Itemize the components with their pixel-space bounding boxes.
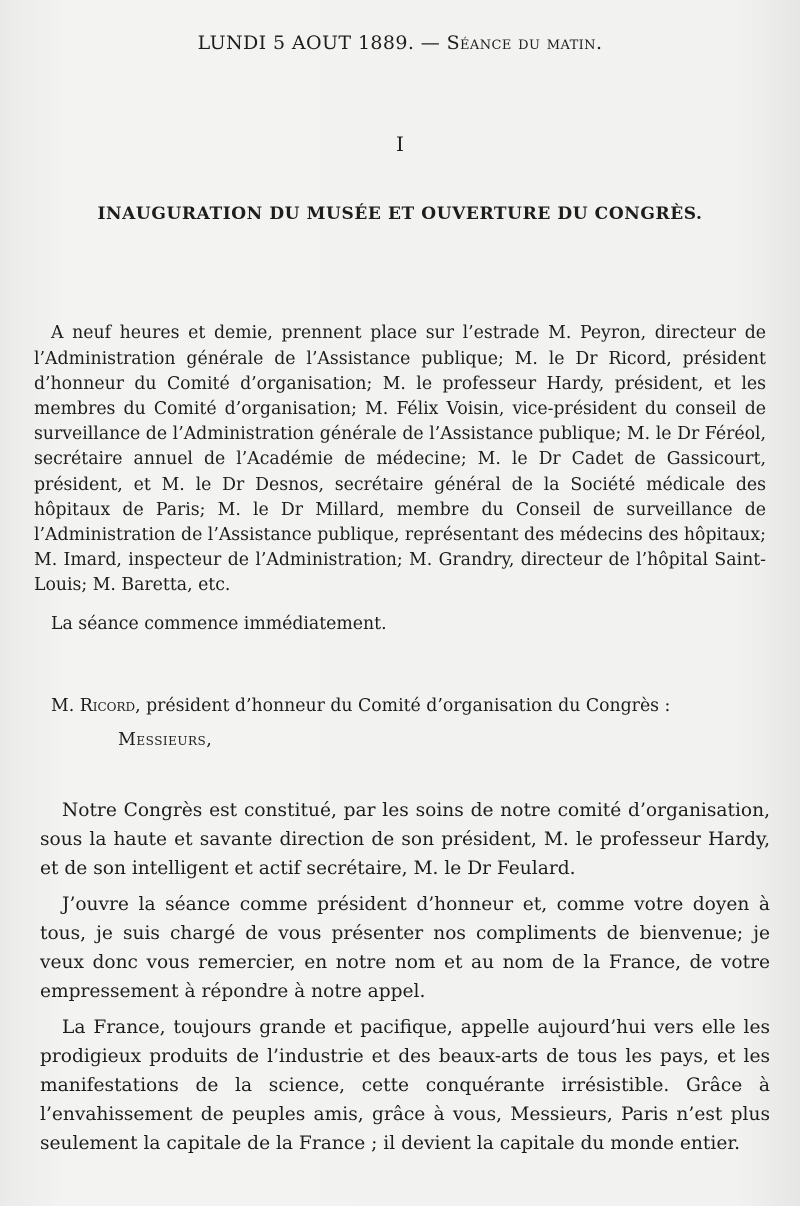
header-dash: — <box>414 32 447 54</box>
section-title: INAUGURATION DU MUSÉE ET OUVERTURE DU CONGRÈS. <box>97 204 703 224</box>
salutation: Messieurs, <box>118 730 213 750</box>
speaker-prefix: M. <box>51 696 80 717</box>
speech-paragraph-1: Notre Congrès est constitué, par les soins de notre comité d’organisation, sous la haute et savante direction de son président, M. le professeur Hardy, et de son intelligent et actif secrétaire, M. le Dr Feulard. <box>40 799 770 879</box>
speech-paragraph-2: J’ouvre la séance comme président d’honneur et, comme votre doyen à tous, je suis chargé de vous présenter nos compliments de bienvenue; je veux donc vous remercier, en notre nom et au nom de la France, de votre empressement à répondre à notre appel. <box>40 893 770 1002</box>
speaker-intro <box>34 694 766 719</box>
header-date: LUNDI 5 AOUT 1889. <box>197 32 415 54</box>
attendees-paragraph: A neuf heures et demie, prennent place sur l’estrade M. Peyron, directeur de l’Administration générale de l’Assistance publique; M. le Dr Ricord, président d’honneur du Comité d’organisation; M. le professeur Hardy, président, et les membres du Comité d’organisation; M. Félix Voisin, vice-président du conseil de surveillance de l’Administration générale de l’Assistance publique; M. le Dr Féréol, secrétaire annuel de l’Académie de médecine; M. le Dr Cadet de Gassicourt, président, et M. le Dr Desnos, secrétaire général de la Société médicale des hôpitaux de Paris; M. le Dr Millard, membre du Conseil de surveillance de l’Administration de l’Assistance publique, représentant des médecins des hôpitaux; M. Imard, inspecteur de l’Administration; M. Grandry, directeur de l’hôpital Saint-Louis; M. Baretta, etc. <box>34 323 766 596</box>
session-start-paragraph: La séance commence immédiatement. <box>51 614 387 635</box>
running-header <box>0 32 800 54</box>
section-number: I <box>396 132 404 156</box>
speech-paragraph-3: La France, toujours grande et pacifique, appelle aujourd’hui vers elle les prodigieux produits de l’industrie et des beaux-arts de tous les pays, et les manifestations de la science, cette conquérante irrésistible. Grâce à l’envahissement de peuples amis, grâce à vous, Messieurs, Paris n’est plus seulement la capitale de la France ; il devient la capitale du monde entier. <box>40 1016 770 1154</box>
header-session: Séance du matin. <box>446 32 603 54</box>
speaker-role: , président d’honneur du Comité d’organisation du Congrès : <box>135 696 671 717</box>
speaker-name: Ricord <box>79 696 136 717</box>
